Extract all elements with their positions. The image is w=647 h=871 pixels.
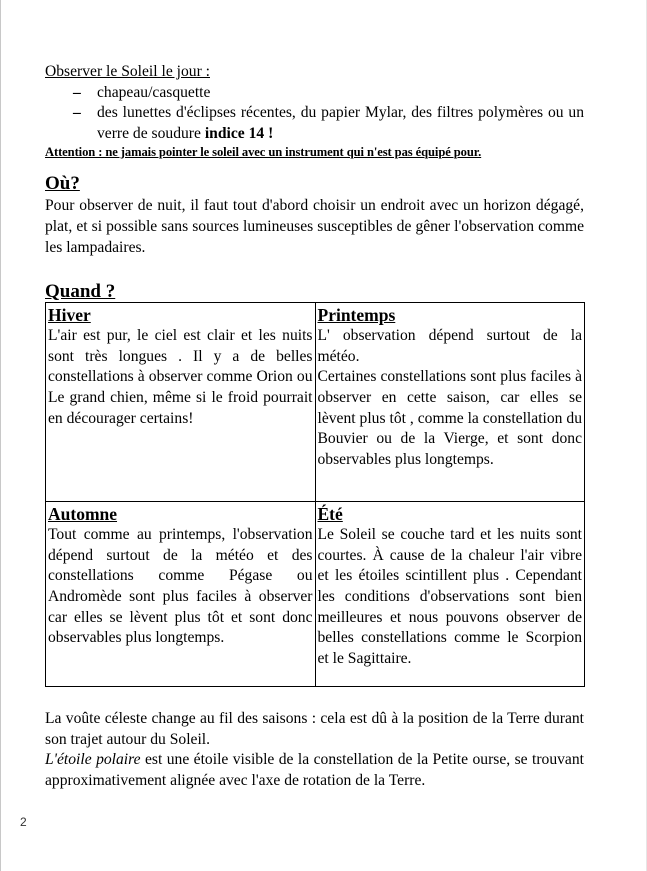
season-text: L'air est pur, le ciel est clair et les nuits sont très longues . Il y a de belles constellations à observer comme Orion ou Le grand chien, même si le froid pourrait en décourager certains!	[48, 327, 313, 427]
attention-warning: Attention : ne jamais pointer le soleil avec un instrument qui n'est pas équipé pour.	[45, 145, 482, 160]
polar-star-term: L'étoile polaire	[45, 751, 141, 769]
closing-paragraph: La voûte céleste change au fil des saisons : cela est dû à la position de la Terre durant son trajet autour du Soleil.	[45, 710, 584, 748]
season-cell-winter	[46, 303, 316, 502]
list-item	[45, 103, 584, 144]
season-title: Printemps	[317, 305, 396, 326]
season-title: Été	[317, 504, 343, 525]
seasons-table	[45, 302, 585, 687]
list-item-text: des lunettes d'éclipses récentes, du papier Mylar, des filtres polymères ou un verre de soudure	[97, 104, 584, 142]
equipment-list	[45, 83, 584, 145]
list-item-text: chapeau/casquette	[97, 83, 211, 101]
season-title: Automne	[48, 504, 118, 525]
list-item	[45, 83, 584, 104]
where-paragraph: Pour observer de nuit, il faut tout d'abord choisir un endroit avec un horizon dégagé, plat, et si possible sans sources lumineuses susceptibles de gêner l'observation comme les lampadaires.	[45, 197, 584, 256]
observe-day-heading: Observer le Soleil le jour :	[45, 63, 210, 80]
bullet-dash: –	[73, 83, 81, 101]
document-body	[45, 62, 584, 792]
polar-star-paragraph	[45, 750, 584, 791]
page-left-edge	[0, 0, 1, 871]
polar-star-text: est une étoile visible de la constellation de la Petite ourse, se trouvant approximativement alignée avec l'axe de rotation de la Terre.	[45, 751, 584, 789]
season-text: Tout comme au printemps, l'observation dépend surtout de la météo et des constellations comme Pégase ou Andromède sont plus faciles à observer car elles se lèvent plus tôt et sont donc observables plus longtemps.	[48, 526, 313, 647]
section-title-when: Quand ?	[45, 281, 116, 303]
season-title: Hiver	[48, 305, 91, 326]
season-cell-spring	[315, 303, 585, 502]
section-title-where: Où?	[45, 173, 80, 195]
table-row	[46, 303, 585, 502]
list-item-bold: indice 14 !	[204, 124, 274, 142]
page-number: 2	[20, 815, 27, 829]
bullet-dash: –	[73, 104, 81, 122]
season-cell-autumn	[46, 502, 316, 687]
season-text: Certaines constellations sont plus faciles à observer en cette saison, car elles se lèvent plus tôt , comme la constellation du Bouvier ou de la Vierge, et sont donc observables plus longtemps.	[317, 368, 582, 468]
season-text: L' observation dépend surtout de la météo.	[317, 327, 582, 365]
season-cell-summer	[315, 502, 585, 687]
season-text: Le Soleil se couche tard et les nuits sont courtes. À cause de la chaleur l'air vibre et les étoiles scintillent plus . Cependant les conditions d'observations sont bien meilleures et nous pouvons observer de belles constellations comme le Scorpion et le Sagittaire.	[317, 526, 582, 667]
table-row	[46, 502, 585, 687]
